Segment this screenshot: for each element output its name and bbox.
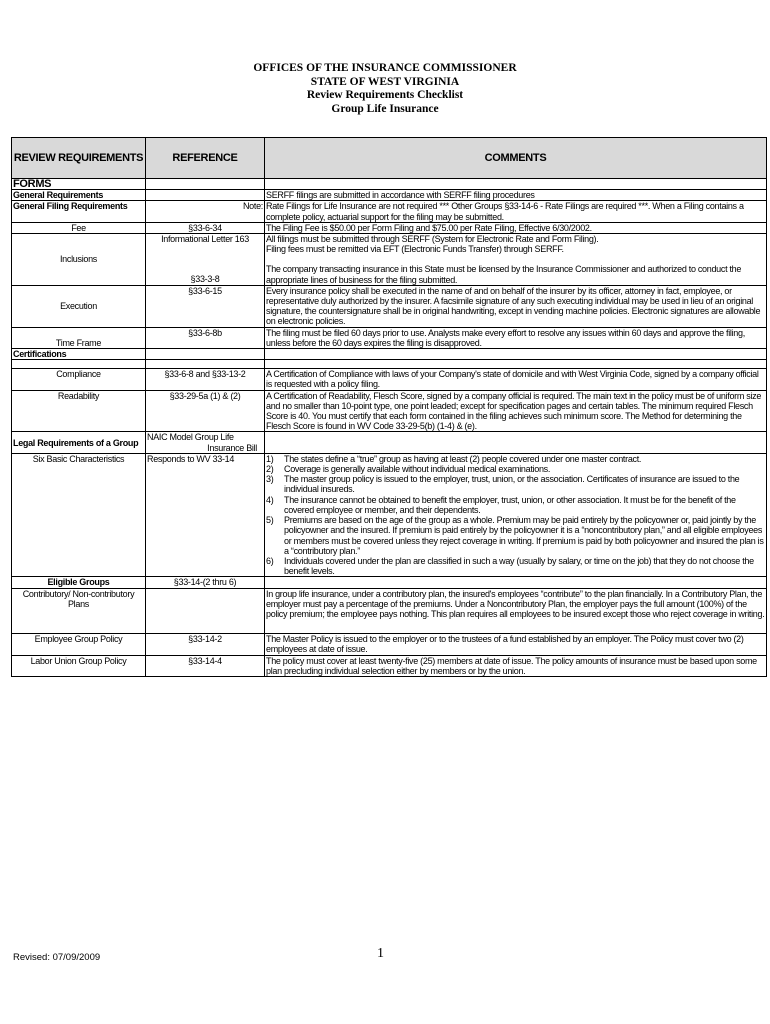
requirement-label: Compliance [12,369,146,390]
table-row-eligible-groups [12,577,767,588]
reference-text: §33-3-8 [190,274,220,285]
reference-text: §33-6-8b [146,327,265,348]
requirement-label: Inclusions [12,234,146,286]
reference-text: §33-6-15 [146,285,265,327]
reference-text: §33-14-(2 thru 6) [146,577,265,588]
comment-text: A Certification of Readability, Flesch Score, signed by a company official is required. The main text in the policy must be of uniform size and no smaller than 10-point type, one point leaded; except for specification pages and certain tables. The minimum required Flesch Score is 40. You must certify that each form contained in the filing achieves such minimum score. The Method for determining the Flesch Score is found in WV Code 33-29-5(b) (1-4) & (e). [265,390,767,432]
comment-text: Filing fees must be remitted via EFT (Electronic Funds Transfer) through SERFF. [266,244,564,255]
comment-text: In group life insurance, under a contributory plan, the insured's employees “contribute” to the plan financially. In a Contributory Plan, the employer must pay a percentage of the premiums. Under a Noncontributory Plan, the employer pays the full amount (100%) of the policy premium; the employee pays nothing. This plan requires all employees to be insured except those who reject coverage in writing. [265,588,767,634]
reference-text: Note: [146,201,265,222]
comment-text: Rate Filings for Life Insurance are not required *** Other Groups §33-14-6 - Rate Filings are required ***. When a Filing contains a complete policy, actuarial support for the filing may be submitted. [265,201,767,222]
page-number: 1 [377,946,384,961]
column-header-reference: REFERENCE [146,138,265,179]
reference-text: Informational Letter 163 [161,234,249,245]
table-row-compliance [12,369,767,390]
header-state: STATE OF WEST VIRGINIA [310,75,460,88]
table-row-labor-union [12,655,767,676]
table-row-general-filing [12,201,767,222]
revision-date: Revised: 07/09/2009 [13,952,101,963]
list-item: 5) Premiums are based on the age of the group as a whole. Premium may be paid entirely by the policyowner or, paid jointly by the policyowner and the insured. If premium is paid entirely by the policyowner it is a “noncontributory plan,” and all eligible employees or members must be covered unless they reject coverage in writing. If premium is paid by both policyowner and insured the plan is a “contributory plan.” [266,515,764,556]
list-item: 3) The master group policy is issued to the employer, trust, union, or the association. Certificates of insurance are issued to the individual insureds. [266,474,740,495]
column-header-row [12,138,767,179]
comment-text: The filing must be filed 60 days prior to use. Analysts make every effort to resolve any issues within 60 days and approve the filing, unless before the 60 days expires the filing is disapproved. [265,327,767,348]
header-checklist-title: Review Requirements Checklist [306,89,464,101]
comment-text: SERFF filings are submitted in accordance with SERFF filing procedures [265,190,767,201]
comment-text: A Certification of Compliance with laws of your Company's state of domicile and with West Virginia Code, signed by a company official is requested with a policy filing. [265,369,767,390]
table-row-inclusions [12,234,767,286]
requirement-label: Six Basic Characteristics [12,453,146,576]
comment-text: All filings must be submitted through SERFF (System for Electronic Rate and Form Filing). [266,234,599,245]
comment-text: The Filing Fee is $50.00 per Form Filing and $75.00 per Rate Filing, Effective 6/30/2002. [265,222,767,233]
document-header [0,62,770,116]
reference-text: §33-6-8 and §33-13-2 [146,369,265,390]
reference-text: Responds to WV 33-14 [146,453,265,576]
reference-text: §33-14-4 [146,655,265,676]
comment-text: The company transacting insurance in this State must be licensed by the Insurance Commissioner and authorized to conduct the appropriate lines of business for the filing submitted. [266,264,742,285]
table-row-time-frame [12,327,767,348]
reference-text: NAIC Model Group Life [147,432,234,443]
table-row-employee-group [12,634,767,655]
section-title-certifications: Certifications [12,349,146,360]
reference-text: Insurance Bill [207,442,257,453]
reference-text: §33-14-2 [146,634,265,655]
requirement-label: Employee Group Policy [12,634,146,655]
reference-text: §33-29-5a (1) & (2) [146,390,265,432]
header-line-of-business: Group Life Insurance [331,102,439,115]
comment-text: The policy must cover at least twenty-five (25) members at date of issue. The policy amounts of insurance must be based upon some plan precluding individual selection either by members or by the union. [265,655,767,676]
section-row-certifications [12,349,767,360]
list-item: 2) Coverage is generally available without individual medical examinations. [266,464,551,475]
group-characteristics-list [266,454,765,576]
section-row-forms [12,179,767,190]
requirement-label: Labor Union Group Policy [12,655,146,676]
table-row-six-basic [12,453,767,576]
requirement-label: Execution [12,285,146,327]
table-row-execution [12,285,767,327]
column-header-comments: COMMENTS [265,138,767,179]
requirement-label: Time Frame [12,327,146,348]
comment-text: Every insurance policy shall be executed in the name of and on behalf of the insurer by its officer, attorney in fact, employee, or representative duly authorized by the insurer. A facsimile signature of any such executing individual may be used in lieu of an original signature, the countersignature shall be in original handwriting, except in vending machine policies. Electronic signatures are allowable on electronic policies. [265,285,767,327]
list-item: 4) The insurance cannot be obtained to benefit the employer, trust, union, or other association. It must be for the benefit of the covered employee or member, and their dependents. [266,494,736,515]
column-header-requirements: REVIEW REQUIREMENTS [12,138,146,179]
requirement-label: General Requirements [12,190,146,201]
header-office: OFFICES OF THE INSURANCE COMMISSIONER [253,62,517,74]
table-row-general-requirements [12,190,767,201]
requirement-label: Contributory/ Non-contributory Plans [12,588,146,634]
comment-text: The Master Policy is issued to the employer or to the trustees of a fund established by an employer. The Policy must cover two (2) employees at date of issue. [265,634,767,655]
checklist-table [11,137,767,677]
table-row-contributory [12,588,767,634]
requirement-label: General Filing Requirements [12,201,146,222]
table-row-readability [12,390,767,432]
reference-text: §33-6-34 [146,222,265,233]
requirement-label: Fee [12,222,146,233]
list-item: 6) Individuals covered under the plan are classified in such a way (usually by salary, or time on the job) that they do not choose the benefit levels. [266,555,754,577]
list-item: 1) The states define a “true” group as having at least (2) people covered under one master contract. [266,453,642,464]
requirement-label: Legal Requirements of a Group [12,432,146,453]
requirement-label: Eligible Groups [12,577,146,588]
section-title-forms: FORMS [12,179,146,190]
table-row-legal-requirements [12,432,767,453]
table-row-fee [12,222,767,233]
requirement-label: Readability [12,390,146,432]
